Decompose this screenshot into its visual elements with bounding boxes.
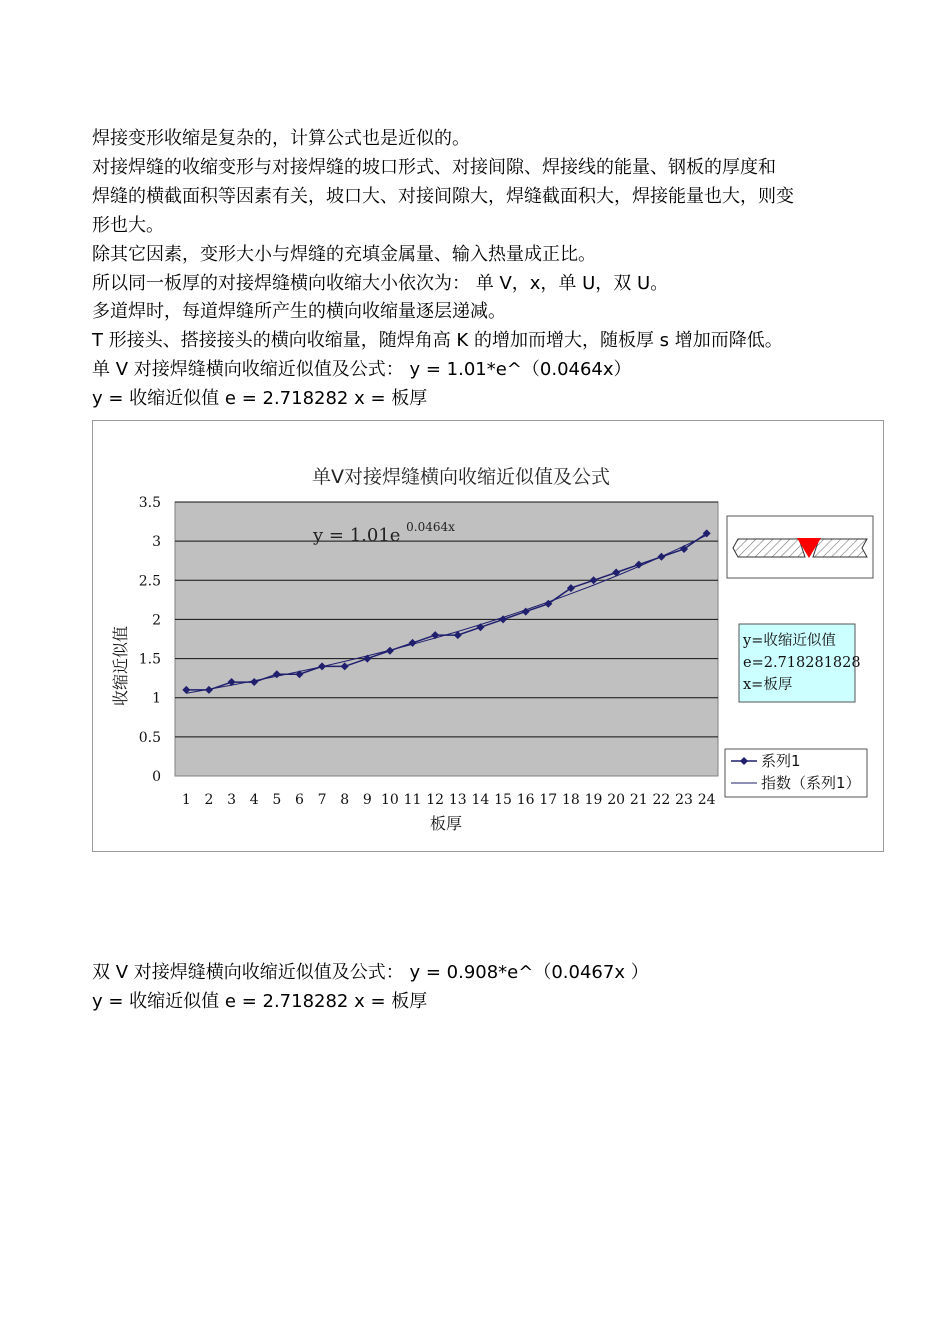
legend-series-2: 指数（系列1） (761, 774, 861, 792)
y-tick-label: 0.5 (138, 729, 161, 746)
x-tick-label: 14 (471, 792, 490, 808)
x-tick-label: 20 (607, 792, 626, 808)
legend-series-1: 系列1 (761, 752, 801, 770)
paragraph-2: 对接焊缝的收缩变形与对接焊缝的坡口形式、对接间隙、焊接线的能量、钢板的厚度和 (92, 157, 776, 178)
x-tick-label: 10 (381, 792, 399, 808)
plot-area (139, 495, 718, 808)
paragraph-5: 除其它因素，变形大小与焊缝的充填金属量、输入热量成正比。 (92, 244, 596, 265)
plot-background (175, 502, 718, 776)
x-tick-label: 16 (516, 792, 535, 808)
x-tick-label: 18 (562, 792, 580, 808)
paragraph-12: y = 收缩近似值 e = 2.718282 x = 板厚 (92, 991, 428, 1012)
y-tick-label: 1.5 (138, 651, 161, 668)
x-tick-label: 9 (362, 792, 372, 808)
note-line-2: e=2.718281828 (743, 655, 861, 671)
chart-legend (725, 749, 867, 797)
paragraph-4: 形也大。 (92, 215, 164, 236)
paragraph-6: 所以同一板厚的对接焊缝横向收缩大小依次为： 单 V，x，单 U，双 U。 (92, 273, 669, 294)
x-tick-label: 15 (494, 792, 512, 808)
x-tick-label: 4 (249, 792, 259, 808)
chart-title: 单V对接焊缝横向收缩近似值及公式 (312, 466, 610, 488)
y-tick-label: 2.5 (138, 573, 161, 590)
y-tick-label: 1 (152, 690, 161, 707)
x-tick-label: 17 (539, 792, 558, 808)
x-tick-label: 22 (652, 792, 671, 808)
formula-note-box (739, 624, 861, 702)
paragraph-1: 焊接变形收缩是复杂的，计算公式也是近似的。 (92, 128, 470, 149)
x-tick-label: 13 (448, 792, 467, 808)
x-tick-label: 12 (426, 792, 445, 808)
paragraph-8: T 形接头、搭接接头的横向收缩量，随焊角高 K 的增加而增大，随板厚 s 增加而降低。 (92, 330, 783, 351)
chart-svg (93, 421, 883, 851)
y-tick-label: 2 (152, 612, 161, 629)
y-axis-label: 收缩近似值 (111, 625, 130, 707)
x-tick-label: 24 (697, 792, 716, 808)
paragraph-10: y = 收缩近似值 e = 2.718282 x = 板厚 (92, 388, 428, 409)
x-tick-label: 21 (629, 792, 648, 808)
paragraph-3: 焊缝的横截面积等因素有关，坡口大、对接间隙大，焊缝截面积大，焊接能量也大，则变 (92, 186, 794, 207)
x-tick-label: 8 (340, 792, 350, 808)
x-tick-label: 23 (675, 792, 693, 808)
x-tick-label: 5 (272, 792, 282, 808)
formula-prefix: y = 1.01e (313, 525, 401, 546)
y-tick-label: 0 (152, 769, 161, 785)
y-tick-label: 3.5 (138, 495, 161, 511)
x-tick-label: 1 (181, 792, 191, 808)
y-tick-label: 3 (152, 534, 161, 551)
note-line-1: y=收缩近似值 (743, 633, 836, 649)
note-line-3: x=板厚 (743, 677, 793, 693)
paragraph-11: 双 V 对接焊缝横向收缩近似值及公式： y = 0.908*e^（0.0467x ） (92, 962, 649, 983)
x-tick-label: 6 (294, 792, 304, 808)
formula-exponent: 0.0464x (406, 520, 455, 534)
x-tick-label: 19 (584, 792, 603, 808)
x-tick-label: 2 (204, 792, 214, 808)
x-tick-label: 3 (227, 792, 237, 808)
paragraph-7: 多道焊时，每道焊缝所产生的横向收缩量逐层递减。 (92, 301, 506, 322)
x-tick-label: 7 (317, 792, 327, 808)
chart-frame (92, 420, 884, 852)
weld-diagram (727, 516, 873, 578)
x-axis-label: 板厚 (429, 814, 463, 833)
paragraph-9: 单 V 对接焊缝横向收缩近似值及公式： y = 1.01*e^（0.0464x） (92, 359, 632, 380)
x-tick-label: 11 (403, 792, 422, 808)
